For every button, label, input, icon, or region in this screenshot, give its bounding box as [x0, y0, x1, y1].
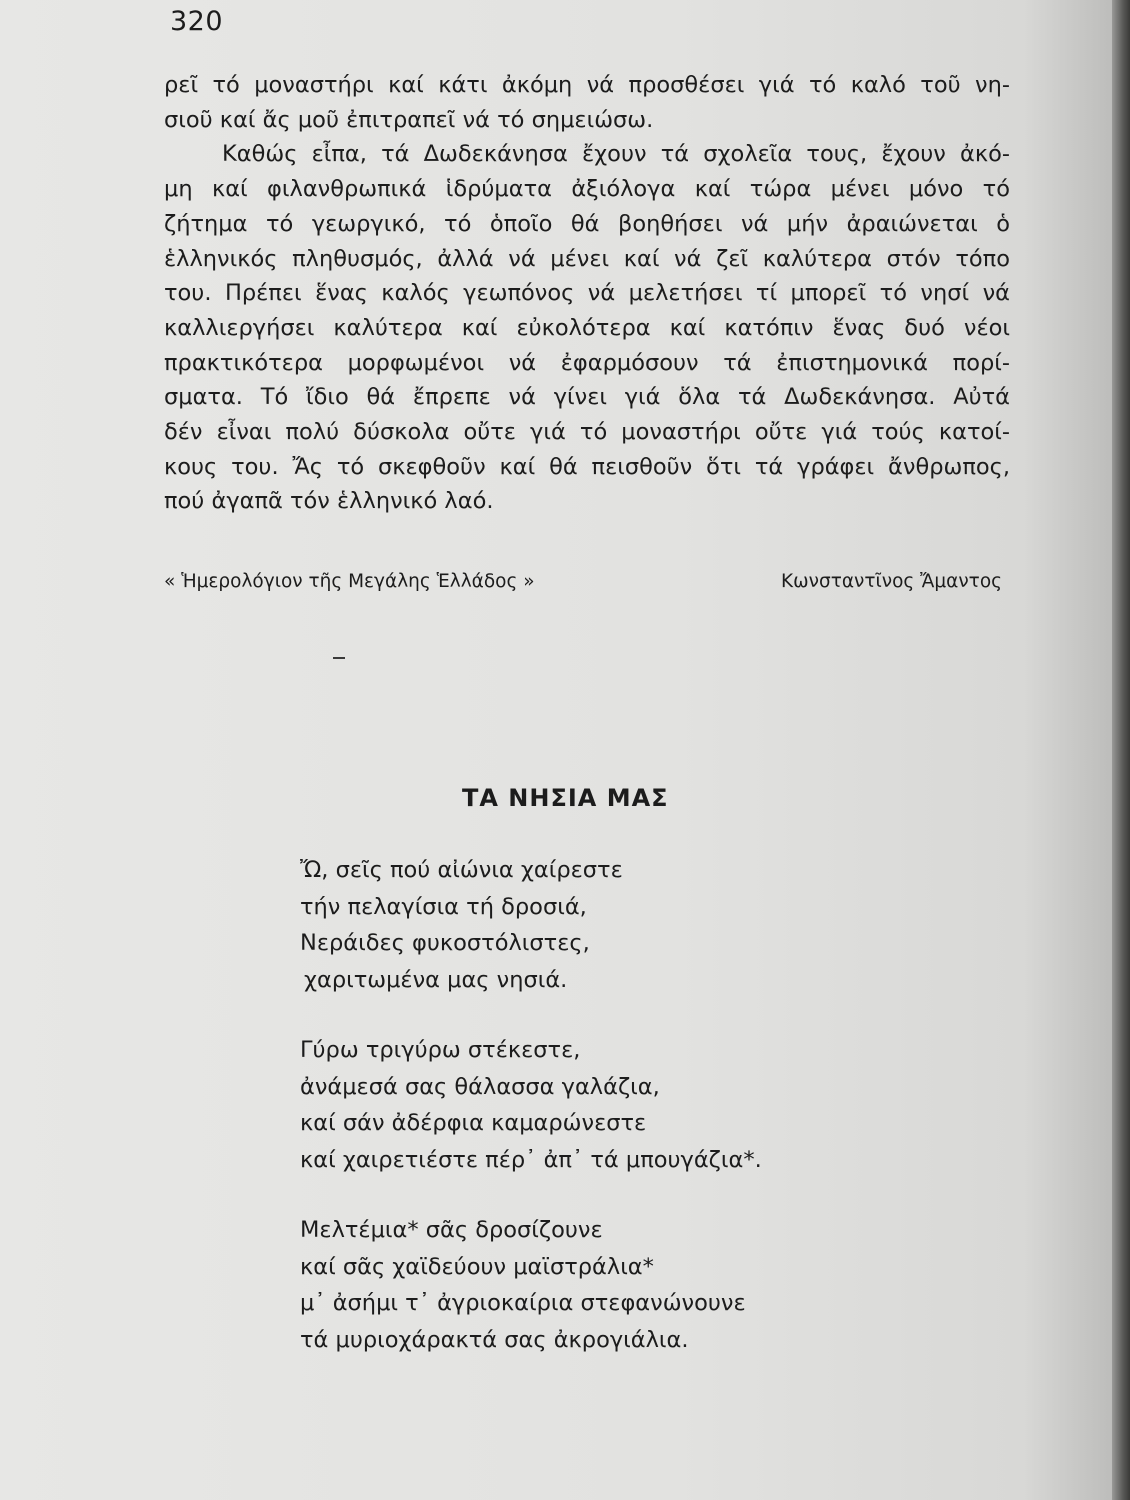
- prose-line: δέν εἶναι πολύ δύσκολα οὔτε γιά τό μοναστήρι οὔτε γιά τούς κατοί-: [164, 419, 1010, 446]
- prose-line: του. Πρέπει ἕνας καλός γεωπόνος νά μελετήσει τί μπορεῖ τό νησί νά: [164, 280, 1010, 307]
- prose-line: σιοῦ καί ἄς μοῦ ἐπιτραπεῖ νά τό σημειώσω.: [164, 106, 654, 133]
- prose-line: καλλιεργήσει καλύτερα καί εὐκολότερα καί κατόπιν ἕνας δυό νέοι: [164, 314, 1010, 341]
- poem-verse: τά μυριοχάρακτά σας ἀκρογιάλια.: [300, 1326, 689, 1353]
- prose-line: ζήτημα τό γεωργικό, τό ὁποῖο θά βοηθήσει νά μήν ἀραιώνεται ὁ: [164, 210, 1010, 237]
- poem-verse: Μελτέμια* σᾶς δροσίζουνε: [300, 1217, 603, 1243]
- page-number: 320: [170, 6, 224, 37]
- poem-stanza: [300, 1032, 1000, 1178]
- section-divider: [333, 657, 345, 659]
- poem-verse: καί σᾶς χαϊδεύουν μαϊστράλια*: [300, 1253, 654, 1280]
- source-citation: « Ἡμερολόγιον τῆς Μεγάλης Ἑλλάδος »: [164, 571, 535, 592]
- poem-title: ΤΑ ΝΗΣΙΑ ΜΑΣ: [462, 784, 669, 812]
- prose-body: [164, 68, 1010, 519]
- poem-verse: Γύρω τριγύρω στέκεστε,: [300, 1037, 581, 1063]
- author-name: Κωνσταντῖνος Ἄμαντος: [781, 571, 1002, 592]
- poem-verse: καί σάν ἀδέρφια καμαρώνεστε: [300, 1110, 647, 1136]
- poem-stanza: [300, 1212, 1000, 1358]
- poem-verse: μ᾽ ἀσήμι τ᾽ ἀγριοκαίρια στεφανώνουνε: [300, 1290, 746, 1316]
- prose-line: κους του. Ἄς τό σκεφθοῦν καί θά πεισθοῦν ὅτι τά γράφει ἄνθρωπος,: [164, 453, 1010, 480]
- prose-line: πού ἀγαπᾶ τόν ἑλληνικό λαό.: [164, 488, 494, 515]
- poem-verse: Ὤ, σεῖς πού αἰώνια χαίρεστε: [300, 857, 623, 883]
- prose-line: πρακτικότερα μορφωμένοι νά ἐφαρμόσουν τά ἐπιστημονικά πορί-: [164, 349, 1010, 376]
- prose-line: ἑλληνικός πληθυσμός, ἀλλά νά μένει καί νά ζεῖ καλύτερα στόν τόπο: [164, 245, 1010, 272]
- prose-line: μη καί φιλανθρωπικά ἱδρύματα ἀξιόλογα καί τώρα μένει μόνο τό: [164, 176, 1010, 203]
- poem-verse: Νεράιδες φυκοστόλιστες,: [300, 930, 590, 956]
- poem-verse: ἀνάμεσά σας θάλασσα γαλάζια,: [300, 1073, 660, 1100]
- poem-verse: τήν πελαγίσια τή δροσιά,: [300, 893, 587, 920]
- poem-verse: χαριτωμένα μας νησιά.: [304, 966, 568, 993]
- poem-verse: καί χαιρετιέστε πέρ᾽ ἀπ᾽ τά μπουγάζια*.: [300, 1146, 762, 1173]
- prose-line: σματα. Τό ἴδιο θά ἔπρεπε νά γίνει γιά ὅλα τά Δωδεκάνησα. Αὐτά: [164, 384, 1010, 411]
- prose-line: ρεῖ τό μοναστήρι καί κάτι ἀκόμη νά προσθέσει γιά τό καλό τοῦ νη-: [164, 72, 1010, 98]
- prose-line: Καθώς εἶπα, τά Δωδεκάνησα ἔχουν τά σχολεῖα τους, ἔχουν ἀκό-: [222, 141, 1010, 168]
- book-spine-edge: [1112, 0, 1130, 1500]
- poem-body: [300, 852, 1000, 1392]
- citation-row: [164, 571, 1002, 592]
- poem-stanza: [300, 852, 1000, 998]
